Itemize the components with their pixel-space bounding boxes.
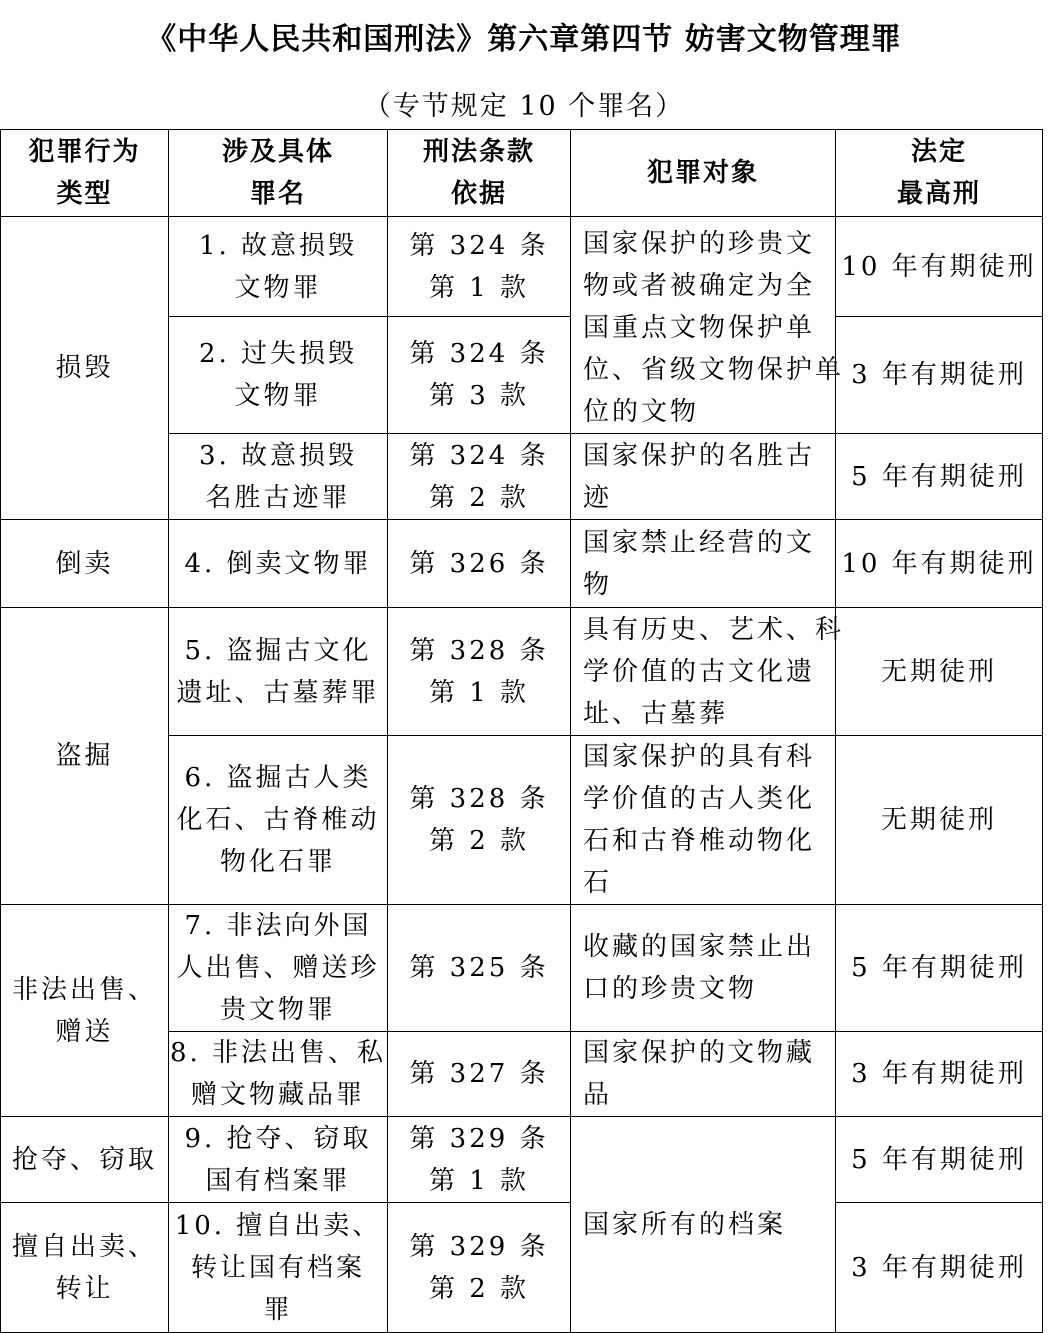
crime-cell: 1. 故意损毁 文物罪 (169, 217, 388, 317)
table-row (1, 1117, 1043, 1203)
penalty-cell: 5 年有期徒刑 (836, 434, 1043, 520)
article-cell: 第 327 条 (388, 1032, 571, 1117)
table-row (1, 1203, 1043, 1333)
crime-cell: 6. 盗掘古人类 化石、古脊椎动 物化石罪 (169, 736, 388, 905)
object-cell: 国家保护的文物藏 品 (571, 1032, 836, 1117)
page-title: 《中华人民共和国刑法》第六章第四节 妨害文物管理罪 (146, 22, 902, 57)
penalty-cell: 10 年有期徒刑 (836, 217, 1043, 317)
header-type: 犯罪行为 类型 (1, 130, 169, 217)
article-cell: 第 328 条 第 2 款 (388, 736, 571, 905)
group-cell-seize-steal: 抢夺、窃取 (1, 1117, 169, 1203)
group-cell-unauthorized-sale: 擅自出卖、 转让 (1, 1203, 169, 1333)
crime-cell: 4. 倒卖文物罪 (169, 520, 388, 608)
object-cell: 收藏的国家禁止出 口的珍贵文物 (571, 905, 836, 1032)
penalty-cell: 10 年有期徒刑 (836, 520, 1043, 608)
group-cell-excavation: 盗掘 (1, 608, 169, 905)
table-row (1, 608, 1043, 736)
penalty-cell: 3 年有期徒刑 (836, 317, 1043, 434)
header-penalty: 法定 最高刑 (836, 130, 1043, 217)
crime-cell: 9. 抢夺、窃取 国有档案罪 (169, 1117, 388, 1203)
header-article: 刑法条款 依据 (388, 130, 571, 217)
penalty-cell: 5 年有期徒刑 (836, 1117, 1043, 1203)
article-cell: 第 328 条 第 1 款 (388, 608, 571, 736)
object-cell: 国家保护的具有科 学价值的古人类化 石和古脊椎动物化 石 (571, 736, 836, 905)
crime-table (0, 129, 1043, 1333)
article-cell: 第 325 条 (388, 905, 571, 1032)
penalty-cell: 无期徒刑 (836, 736, 1043, 905)
crime-cell: 7. 非法向外国 人出售、赠送珍 贵文物罪 (169, 905, 388, 1032)
article-cell: 第 324 条 第 1 款 (388, 217, 571, 317)
object-cell: 国家禁止经营的文 物 (571, 520, 836, 608)
penalty-cell: 5 年有期徒刑 (836, 905, 1043, 1032)
group-cell-illegal-sale: 非法出售、 赠送 (1, 905, 169, 1117)
crime-cell: 5. 盗掘古文化 遗址、古墓葬罪 (169, 608, 388, 736)
header-row (1, 130, 1043, 217)
crime-cell: 2. 过失损毁 文物罪 (169, 317, 388, 434)
table-row (1, 905, 1043, 1032)
header-crime: 涉及具体 罪名 (169, 130, 388, 217)
penalty-cell: 3 年有期徒刑 (836, 1203, 1043, 1333)
article-cell: 第 329 条 第 1 款 (388, 1117, 571, 1203)
object-cell: 国家保护的珍贵文 物或者被确定为全 国重点文物保护单 位、省级文物保护单 位的文物 (571, 217, 836, 434)
article-cell: 第 324 条 第 2 款 (388, 434, 571, 520)
penalty-cell: 3 年有期徒刑 (836, 1032, 1043, 1117)
page-subtitle: （专节规定 10 个罪名） (363, 91, 685, 122)
header-object: 犯罪对象 (571, 130, 836, 217)
crime-cell: 10. 擅自出卖、 转让国有档案 罪 (169, 1203, 388, 1333)
article-cell: 第 324 条 第 3 款 (388, 317, 571, 434)
penalty-cell: 无期徒刑 (836, 608, 1043, 736)
object-cell: 国家所有的档案 (571, 1117, 836, 1333)
group-cell-resale: 倒卖 (1, 520, 169, 608)
crime-cell: 3. 故意损毁 名胜古迹罪 (169, 434, 388, 520)
table-row (1, 217, 1043, 317)
crime-cell: 8. 非法出售、私 赠文物藏品罪 (169, 1032, 388, 1117)
article-cell: 第 329 条 第 2 款 (388, 1203, 571, 1333)
object-cell: 国家保护的名胜古 迹 (571, 434, 836, 520)
object-cell: 具有历史、艺术、科 学价值的古文化遗 址、古墓葬 (571, 608, 836, 736)
table-row (1, 520, 1043, 608)
article-cell: 第 326 条 (388, 520, 571, 608)
group-cell-damage: 损毁 (1, 217, 169, 520)
